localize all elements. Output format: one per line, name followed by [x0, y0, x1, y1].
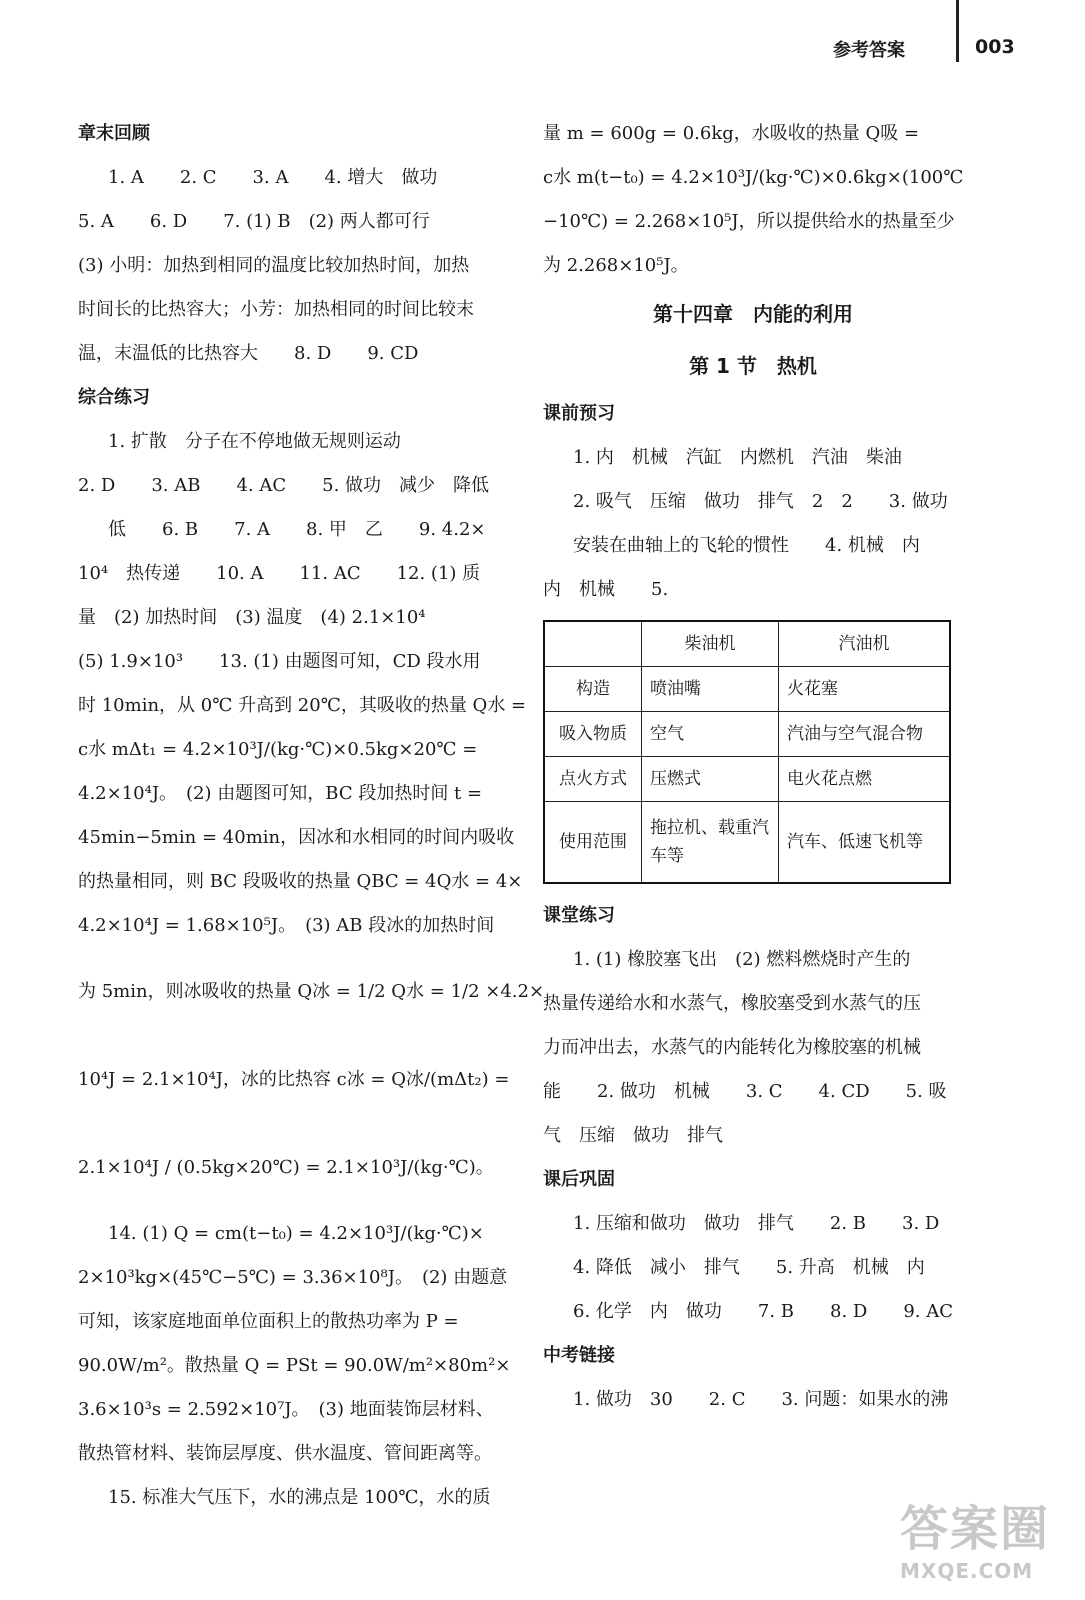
text-line: 热量传递给水和水蒸气，橡胶塞受到水蒸气的压 — [543, 993, 921, 1014]
watermark-logo — [900, 1490, 1070, 1590]
text-line: 气 压缩 做功 排气 — [543, 1125, 723, 1146]
chapter-heading: 第 1 节 热机 — [689, 354, 817, 378]
table-cell: 吸入物质 — [544, 712, 642, 757]
text-line: 力而冲出去，水蒸气的内能转化为橡胶塞的机械 — [543, 1037, 921, 1058]
table-cell: 喷油嘴 — [642, 667, 779, 712]
section-heading: 课堂练习 — [543, 905, 615, 926]
text-line: 15. 标准大气压下，水的沸点是 100℃，水的质 — [108, 1487, 491, 1508]
text-line: 1. (1) 橡胶塞飞出 (2) 燃料燃烧时产生的 — [573, 949, 911, 970]
table-row — [544, 712, 950, 757]
section-heading: 课前预习 — [543, 403, 615, 424]
text-line: 6. 化学 内 做功 7. B 8. D 9. AC — [573, 1301, 954, 1322]
text-line: 时 10min，从 0℃ 升高到 20℃，其吸收的热量 Q水 = — [78, 695, 527, 716]
text-line: 内 机械 5. — [543, 579, 669, 600]
text-line: 2. 吸气 压缩 做功 排气 2 2 3. 做功 — [573, 491, 948, 512]
page-number: 003 — [975, 36, 1015, 58]
text-line: 1. 做功 30 2. C 3. 问题：如果水的沸 — [573, 1389, 949, 1410]
formula-line: 2.1×10⁴J / (0.5kg×20℃) = 2.1×10³J/(kg·℃)。 — [78, 1157, 494, 1178]
watermark-text: 答案圈 — [900, 1501, 1051, 1557]
section-heading: 章末回顾 — [78, 123, 150, 144]
text-line: (5) 1.9×10³ 13. (1) 由题图可知，CD 段水用 — [78, 651, 481, 672]
table-header-cell: 汽油机 — [779, 621, 951, 667]
text-line: c水 mΔt₁ = 4.2×10³J/(kg·℃)×0.5kg×20℃ = — [78, 739, 478, 760]
right-column-top — [543, 112, 963, 612]
text-line: 4.2×10⁴J = 1.68×10⁵J。 (3) AB 段冰的加热时间 — [78, 915, 495, 936]
text-line: 1. 内 机械 汽缸 内燃机 汽油 柴油 — [573, 447, 902, 468]
table-cell: 拖拉机、载重汽车等 — [642, 802, 779, 884]
header-divider — [956, 0, 959, 62]
text-line: 1. 扩散 分子在不停地做无规则运动 — [108, 431, 401, 452]
right-column-bottom — [543, 894, 963, 1422]
table-cell: 使用范围 — [544, 802, 642, 884]
text-line: 时间长的比热容大；小芳：加热相同的时间比较末 — [78, 299, 474, 320]
table-row — [544, 757, 950, 802]
text-line: 安装在曲轴上的飞轮的惯性 4. 机械 内 — [573, 535, 920, 556]
text-line: 低 6. B 7. A 8. 甲 乙 9. 4.2× — [108, 519, 486, 540]
text-line: 量 (2) 加热时间 (3) 温度 (4) 2.1×10⁴ — [78, 607, 426, 628]
text-line: 2. D 3. AB 4. AC 5. 做功 减少 降低 — [78, 475, 490, 496]
text-line: 14. (1) Q = cm(t−t₀) = 4.2×10³J/(kg·℃)× — [108, 1223, 484, 1244]
text-line: 为 2.268×10⁵J。 — [543, 255, 689, 276]
section-heading: 课后巩固 — [543, 1169, 615, 1190]
table-cell: 构造 — [544, 667, 642, 712]
text-line: 4.2×10⁴J。 (2) 由题图可知，BC 段加热时间 t = — [78, 783, 483, 804]
section-heading: 综合练习 — [78, 387, 150, 408]
text-line: 5. A 6. D 7. (1) B (2) 两人都可行 — [78, 211, 430, 232]
table-row — [544, 667, 950, 712]
text-line: 3.6×10³s = 2.592×10⁷J。 (3) 地面装饰层材料、 — [78, 1399, 494, 1420]
section-heading: 中考链接 — [543, 1345, 615, 1366]
table-header-row — [544, 621, 950, 667]
left-column — [78, 112, 545, 1520]
table-cell: 点火方式 — [544, 757, 642, 802]
table-cell: 压燃式 — [642, 757, 779, 802]
formula-line: 10⁴J = 2.1×10⁴J，冰的比热容 c冰 = Q冰/(mΔt₂) = — [78, 1069, 510, 1090]
text-line: 温，末温低的比热容大 8. D 9. CD — [78, 343, 419, 364]
chapter-heading: 第十四章 内能的利用 — [653, 302, 853, 326]
text-line: 能 2. 做功 机械 3. C 4. CD 5. 吸 — [543, 1081, 947, 1102]
table-cell — [544, 621, 642, 667]
text-line: 45min−5min = 40min，因冰和水相同的时间内吸收 — [78, 827, 515, 848]
watermark-url: MXQE.COM — [900, 1559, 1034, 1583]
text-line: 10⁴ 热传递 10. A 11. AC 12. (1) 质 — [78, 563, 481, 584]
text-line: 散热管材料、装饰层厚度、供水温度、管间距离等。 — [78, 1443, 492, 1464]
text-line: 1. A 2. C 3. A 4. 增大 做功 — [108, 167, 438, 188]
text-line: 可知，该家庭地面单位面积上的散热功率为 P = — [78, 1311, 459, 1332]
text-line: 的热量相同，则 BC 段吸收的热量 QBC = 4Q水 = 4× — [78, 871, 523, 892]
right-column — [543, 112, 963, 1422]
text-line: 量 m = 600g = 0.6kg，水吸收的热量 Q吸 = — [543, 123, 920, 144]
text-line: 2×10³kg×(45℃−5℃) = 3.36×10⁸J。 (2) 由题意 — [78, 1267, 508, 1288]
table-row — [544, 802, 950, 884]
engine-comparison-table — [543, 620, 951, 884]
table-cell: 汽车、低速飞机等 — [779, 802, 951, 884]
header-title: 参考答案 — [833, 40, 905, 61]
text-line: c水 m(t−t₀) = 4.2×10³J/(kg·℃)×0.6kg×(100℃ — [543, 167, 964, 188]
table-cell: 电火花点燃 — [779, 757, 951, 802]
formula-line: 为 5min，则冰吸收的热量 Q冰 = 1/2 Q水 = 1/2 ×4.2× — [78, 981, 545, 1002]
table-cell: 汽油与空气混合物 — [779, 712, 951, 757]
table-cell: 空气 — [642, 712, 779, 757]
text-line: (3) 小明：加热到相同的温度比较加热时间，加热 — [78, 255, 470, 276]
text-line: −10℃) = 2.268×10⁵J，所以提供给水的热量至少 — [543, 211, 955, 232]
text-line: 90.0W/m²。散热量 Q = PSt = 90.0W/m²×80m²× — [78, 1355, 511, 1376]
text-line: 1. 压缩和做功 做功 排气 2. B 3. D — [573, 1213, 940, 1234]
table-header-cell: 柴油机 — [642, 621, 779, 667]
page-header — [0, 0, 1085, 90]
table-cell: 火花塞 — [779, 667, 951, 712]
text-line: 4. 降低 减小 排气 5. 升高 机械 内 — [573, 1257, 925, 1278]
